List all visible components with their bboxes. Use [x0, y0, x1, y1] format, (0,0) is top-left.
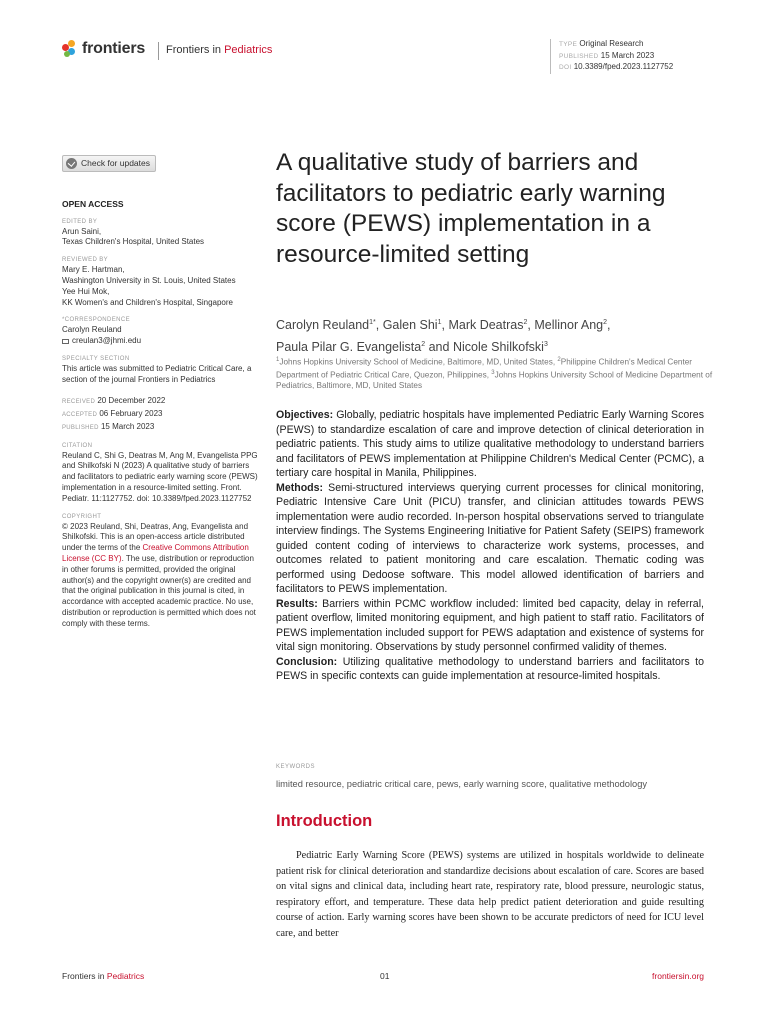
article-dates [62, 395, 260, 434]
journal-accent: Pediatrics [224, 44, 273, 56]
page-header [62, 40, 722, 70]
author-affiliations: $^1$Johns Hopkins University School of Medicine, Baltimore, MD, United States, $^2$Philippine Children's Medical Center Department of Pediatric Critical Care, Quezon, Philippines, $^3$Johns Hopkins University School of Medicine Department of Pediatrics, Baltimore, MD, United States [276, 357, 713, 391]
correspondence-name: Carolyn Reuland [62, 325, 122, 335]
specialty-section-text: This article was submitted to Pediatric Critical Care, a section of the journal Frontiers in Pediatrics [62, 363, 252, 384]
reviewer-affiliation: Washington University in St. Louis, United States [62, 275, 236, 285]
keywords-label: KEYWORDS [276, 764, 316, 770]
introduction-text: Pediatric Early Warning Score (PEWS) systems are utilized in hospitals worldwide to delineate patient risk for clinical deterioration and standardize decisions about escalation of care. Scores are based on vital signs and clinical data, including heart rate, respiratory rate, blood pressure, neurologic status, respiratory effort, and temperature. These data help predict patient deterioration and guide resulting course of action. Early warning scores have been shown to be accurate predictors of need for ICU level care, and better [276, 850, 704, 939]
header-divider [158, 42, 159, 60]
author-name[interactable]: Carolyn Reuland [276, 318, 370, 333]
reviewed-by-label: REVIEWED BY [62, 257, 109, 264]
author-name[interactable]: Galen Shi [382, 318, 438, 333]
published-date: PUBLISHED 15 March 2023 [62, 421, 155, 431]
mail-icon [62, 339, 69, 344]
citation-text: Reuland C, Shi G, Deatras M, Ang M, Evangelista PPG and Shilkofski N (2023) A qualitative study of barriers and facilitators to pediatric early warning score (PEWS) implementation in a resource-limited setting. Front. Pediatr. 11:1127752. doi: 10.3389/fped.2023.1127752 [62, 450, 258, 503]
accepted-date: ACCEPTED 06 February 2023 [62, 408, 163, 418]
author-list: Carolyn Reuland$^{1*}$, Galen Shi$^1$, Mark Deatras$^2$, Mellinor Ang$^2$, Paula Pilar G. Evangelista$^2$ and Nicole Shilkofski$^3$ [276, 318, 611, 355]
abstract-objectives: Objectives: Globally, pediatric hospitals have implemented Pediatric Early Warning Scores (PEWS) to standardize escalation of care and improve detection of clinical deterioration in pediatric patients. This study aims to utilize qualitative methodology to understand barriers and facilitators of PEWS implementation at Philippine Children's Medical Center (PCMC), a tertiary care hospital in Manila, Philippines. [276, 409, 704, 479]
article-title: A qualitative study of barriers and facilitators to pediatric early warning score (PEWS) implementation in a resource-limited setting [276, 149, 666, 268]
reviewer-affiliation: KK Women's and Children's Hospital, Singapore [62, 297, 233, 307]
article-meta [550, 39, 673, 74]
abstract-conclusion: Conclusion: Utilizing qualitative methodology to understand barriers and facilitators to PEWS in specific contexts can guide implementation at resource-limited hospitals. [276, 655, 704, 682]
frontiers-logo-icon [62, 40, 78, 58]
correspondence-email-row[interactable] [62, 336, 260, 347]
cc-by-license-link[interactable]: Creative Commons Attribution License (CC BY) [62, 543, 249, 563]
frontiers-logo[interactable] [62, 40, 145, 58]
logo-text: frontiers [82, 40, 146, 57]
check-updates-label: Check for updates [81, 158, 150, 169]
author-name[interactable]: Nicole Shilkofski [452, 340, 544, 355]
meta-type: TYPE Original Research [559, 39, 644, 48]
article-sidebar [62, 155, 260, 630]
meta-doi[interactable]: DOI 10.3389/fped.2023.1127752 [559, 62, 674, 71]
correspondence-label: *CORRESPONDENCE [62, 317, 131, 324]
journal-name[interactable] [166, 44, 272, 56]
check-icon [66, 158, 77, 169]
keywords: limited resource, pediatric critical care, pews, early warning score, qualitative methodology [276, 779, 648, 789]
specialty-section-label: SPECIALTY SECTION [62, 355, 130, 362]
abstract-methods: Methods: Semi-structured interviews querying current processes for clinical monitoring, Pediatric Intensive Care Unit (PICU) transfer, and clinician attitudes towards PEWS implementation were audio recorded. In-person hospital observations served to triangulate interview findings. The Systems Engineering Initiative for Patient Safety (SEIPS) framework guided content coding of interviews to characterize work systems, processes, and outcomes related to patient monitoring and care escalation. Thematic coding was performed using Dedoose software. This model allowed identification of barriers and facilitators to PEWS implementation. [276, 481, 704, 595]
footer-site-link[interactable]: frontiersin.org [652, 971, 704, 981]
meta-published: PUBLISHED 15 March 2023 [559, 50, 655, 60]
open-access-label: OPEN ACCESS [62, 198, 124, 209]
reviewer-name: Mary E. Hartman, [62, 265, 125, 275]
abstract [276, 408, 704, 684]
copyright-label: COPYRIGHT [62, 513, 102, 520]
received-date: RECEIVED 20 December 2022 [62, 395, 166, 405]
page-number: 01 [380, 971, 390, 981]
journal-prefix: Frontiers in [166, 44, 222, 56]
check-updates-button[interactable] [62, 155, 156, 172]
editor-name: Arun Saini, [62, 226, 102, 236]
reviewer-name: Yee Hui Mok, [62, 286, 110, 296]
author-name[interactable]: Mellinor Ang [534, 318, 604, 333]
author-name[interactable]: Paula Pilar G. Evangelista [276, 340, 422, 355]
footer-journal[interactable]: Frontiers in Pediatrics [62, 971, 145, 981]
author-name[interactable]: Mark Deatras [448, 318, 524, 333]
edited-by-label: EDITED BY [62, 218, 98, 225]
introduction-heading: Introduction [276, 812, 373, 830]
abstract-results: Results: Barriers within PCMC workflow included: limited bed capacity, delay in referral, patient overflow, limited monitoring equipment, and high patient to staff ratio. Facilitators of PEWS implementation included support for PEWS adaptation and existence of systems for vital sign monitoring. Observations by study personnel confirmed validity of themes. [276, 597, 704, 653]
editor-affiliation: Texas Children's Hospital, United States [62, 237, 205, 247]
copyright-text: © 2023 Reuland, Shi, Deatras, Ang, Evangelista and Shilkofski. This is an open-access article distributed under the terms of the Creative Commons Attribution License (CC BY). The use, distribution or reproduction in other forums is permitted, provided the original author(s) and the copyright owner(s) are credited and that the original publication in this journal is cited, in accordance with accepted academic practice. No use, distribution or reproduction is permitted which does not comply with these terms. [62, 521, 256, 628]
citation-label: CITATION [62, 442, 93, 449]
correspondence-email: creulan3@jhmi.edu [72, 336, 142, 346]
